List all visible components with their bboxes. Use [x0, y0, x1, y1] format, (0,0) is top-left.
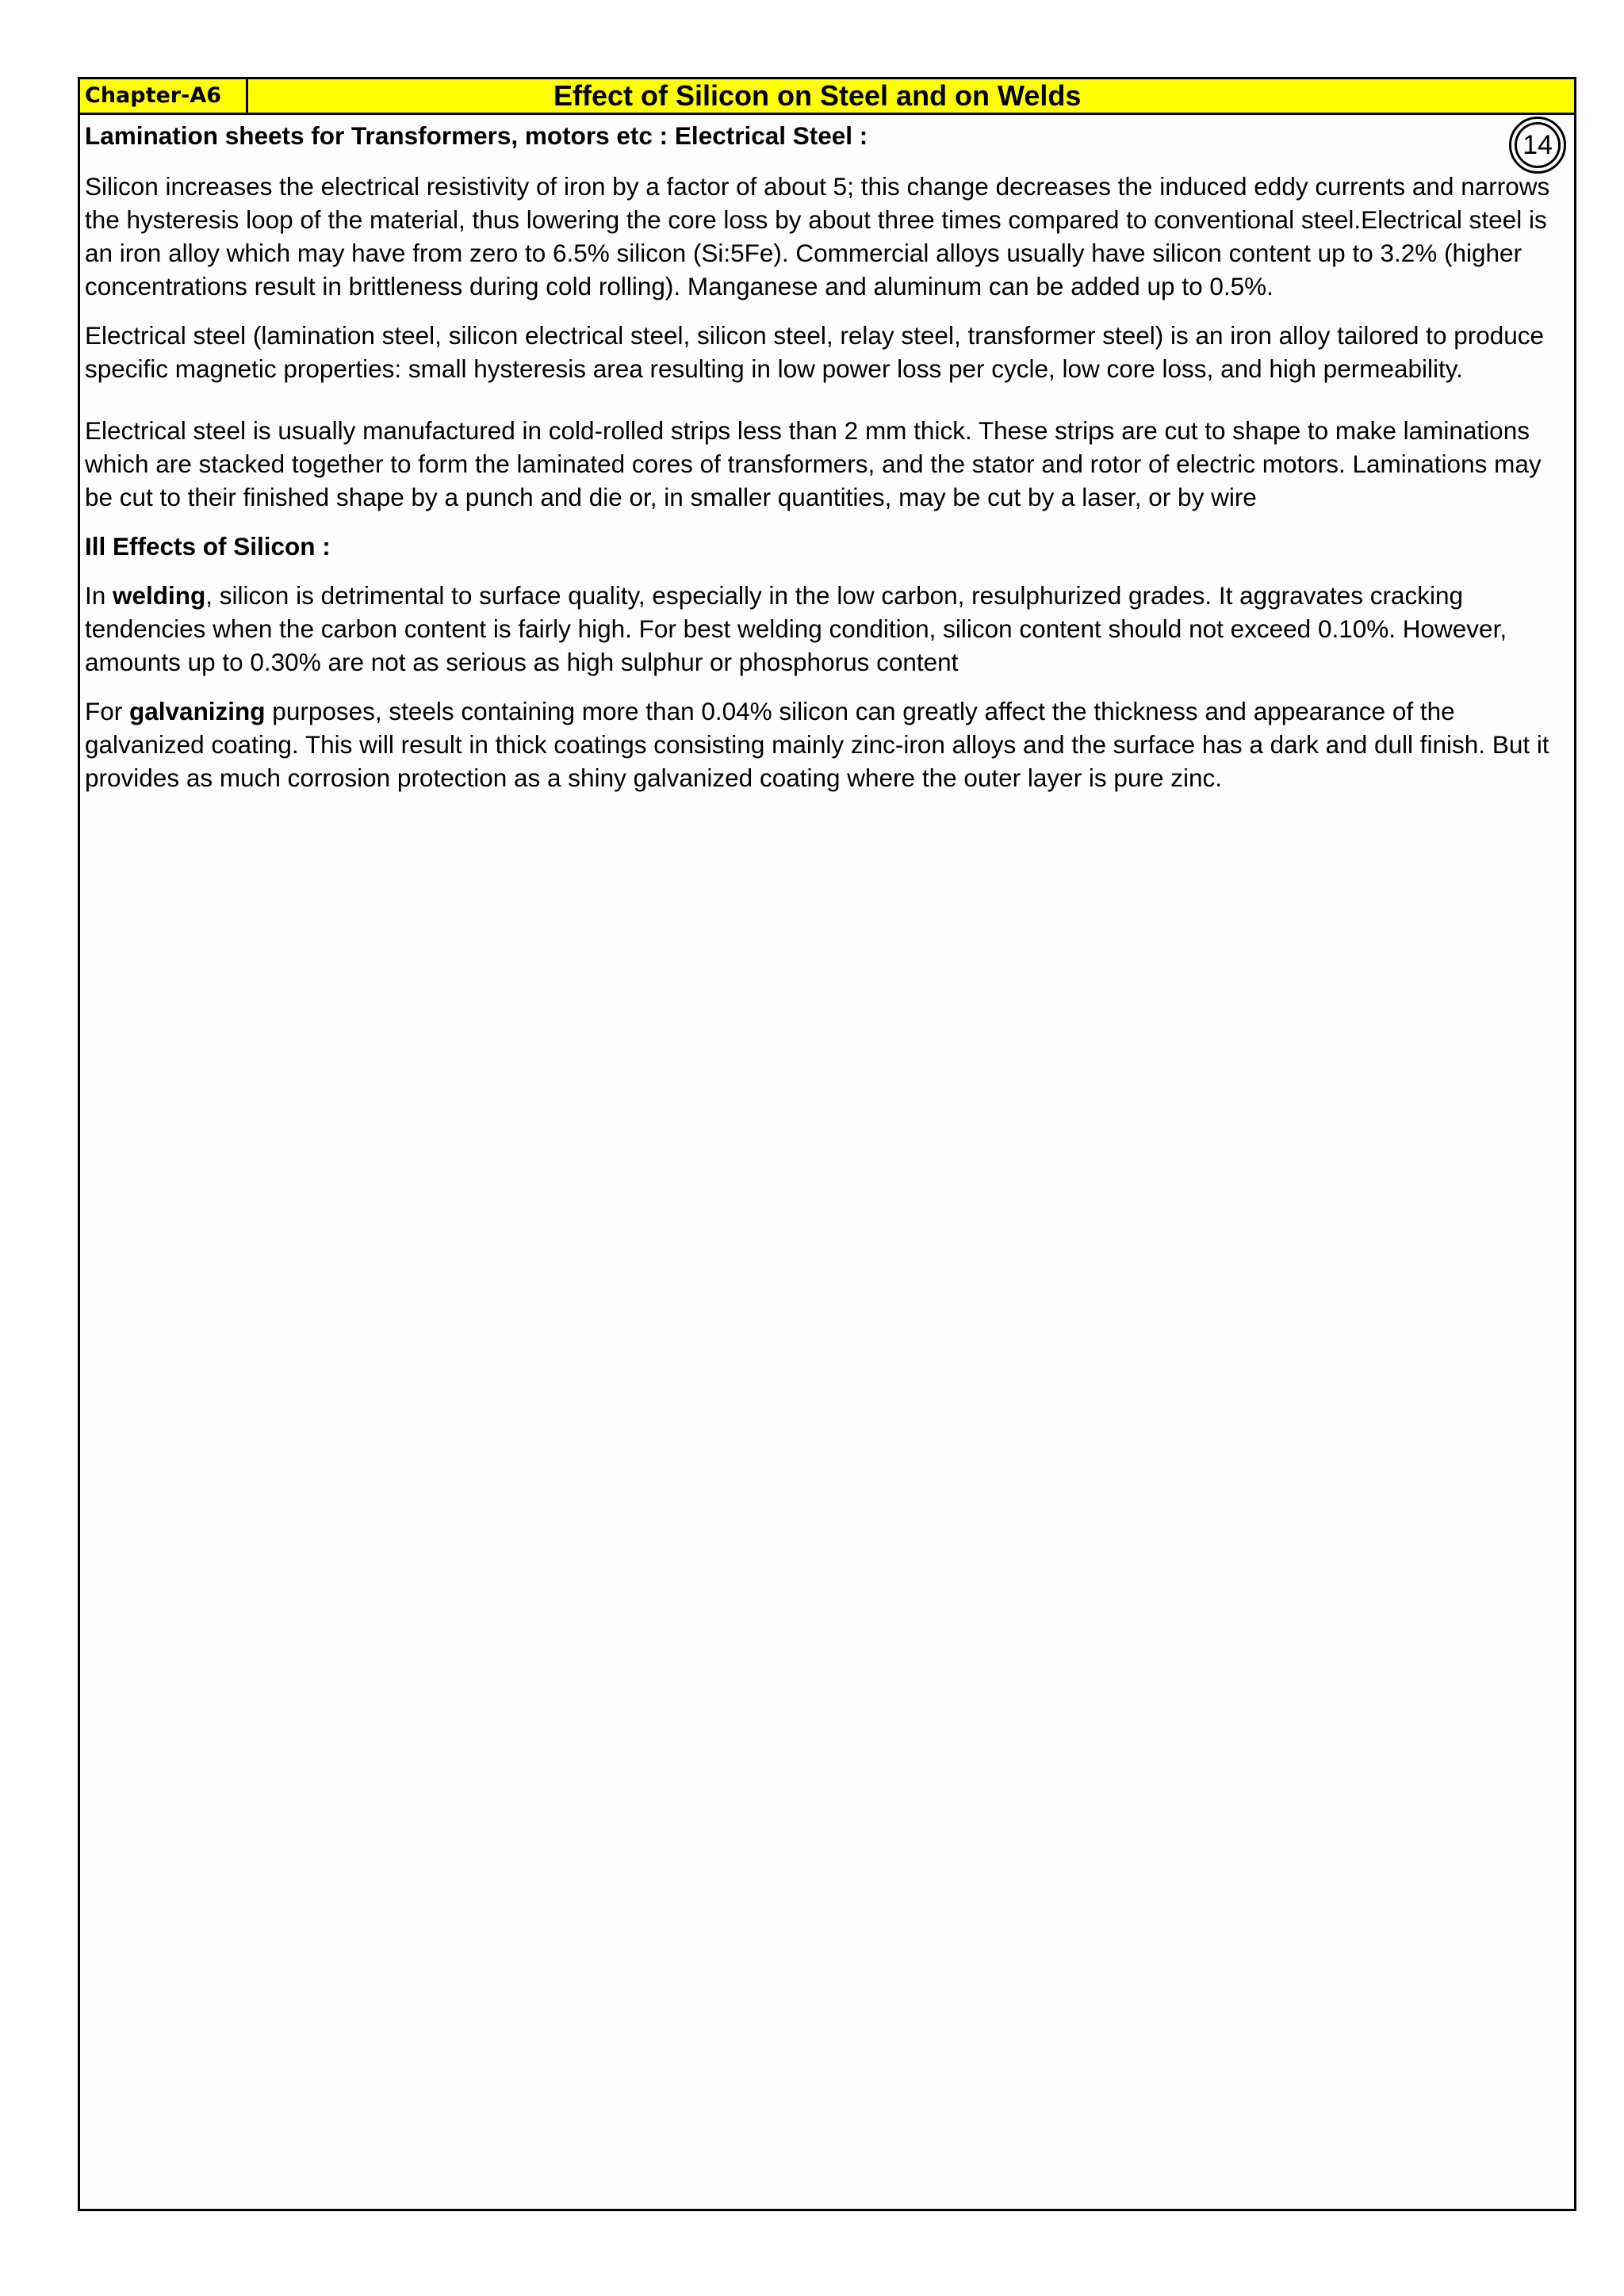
welding-prefix: In — [85, 581, 113, 610]
section-heading-lamination: Lamination sheets for Transformers, motors etc : Electrical Steel : — [85, 121, 868, 150]
welding-keyword: welding — [113, 581, 206, 610]
header-bar — [80, 79, 1574, 115]
page-title: Effect of Silicon on Steel and on Welds — [553, 79, 1082, 112]
section-heading-ill-effects: Ill Effects of Silicon : — [85, 532, 331, 561]
chapter-label: Chapter-A6 — [80, 79, 248, 113]
galvanizing-prefix: For — [85, 697, 130, 725]
paragraph-welding — [85, 579, 1576, 679]
galvanizing-text: purposes, steels containing more than 0.04% silicon can greatly affect the thickness and appearance of the galvanized coating. This will result in thick coatings consisting mainly zinc-iron alloys and the surface has a dark and dull finish. But it provides as much corrosion protection as a shiny galvanized coating where the outer layer is pure zinc. — [85, 697, 1549, 792]
content-body — [85, 119, 1576, 794]
paragraph-electrical-steel-manufacture: Electrical steel is usually manufactured in cold-rolled strips less than 2 mm thick. These strips are cut to shape to make laminations which are stacked together to form the laminated cores of transformers, and the stator and rotor of electric motors. Laminations may be cut to their finished shape by a punch and die or, in smaller quantities, may be cut by a laser, or by wire — [85, 416, 1542, 511]
page-frame — [78, 77, 1576, 2211]
title-cell — [248, 79, 1574, 113]
page-number: 14 — [1515, 122, 1561, 168]
galvanizing-keyword: galvanizing — [129, 697, 266, 725]
welding-text: , silicon is detrimental to surface quality, especially in the low carbon, resulphurized grades. It aggravates cracking tendencies when the carbon content is fairly high. For best welding condition, silicon content should not exceed 0.10%. However, amounts up to 0.30% are not as serious as high sulphur or phosphorus content — [85, 581, 1507, 676]
paragraph-electrical-steel-definition: Electrical steel (lamination steel, silicon electrical steel, silicon steel, relay steel, transformer steel) is an iron alloy tailored to produce specific magnetic properties: small hysteresis area resulting in low power loss per cycle, low core loss, and high permeability. — [85, 321, 1545, 383]
paragraph-silicon-resistivity: Silicon increases the electrical resistivity of iron by a factor of about 5; this change decreases the induced eddy currents and narrows the hysteresis loop of the material, thus lowering the core loss by about three times compared to conventional steel.Electrical steel is an iron alloy which may have from zero to 6.5% silicon (Si:5Fe). Commercial alloys usually have silicon content up to 3.2% (higher concentrations result in brittleness during cold rolling). Manganese and aluminum can be added up to 0.5%. — [85, 172, 1550, 300]
paragraph-galvanizing — [85, 695, 1576, 794]
